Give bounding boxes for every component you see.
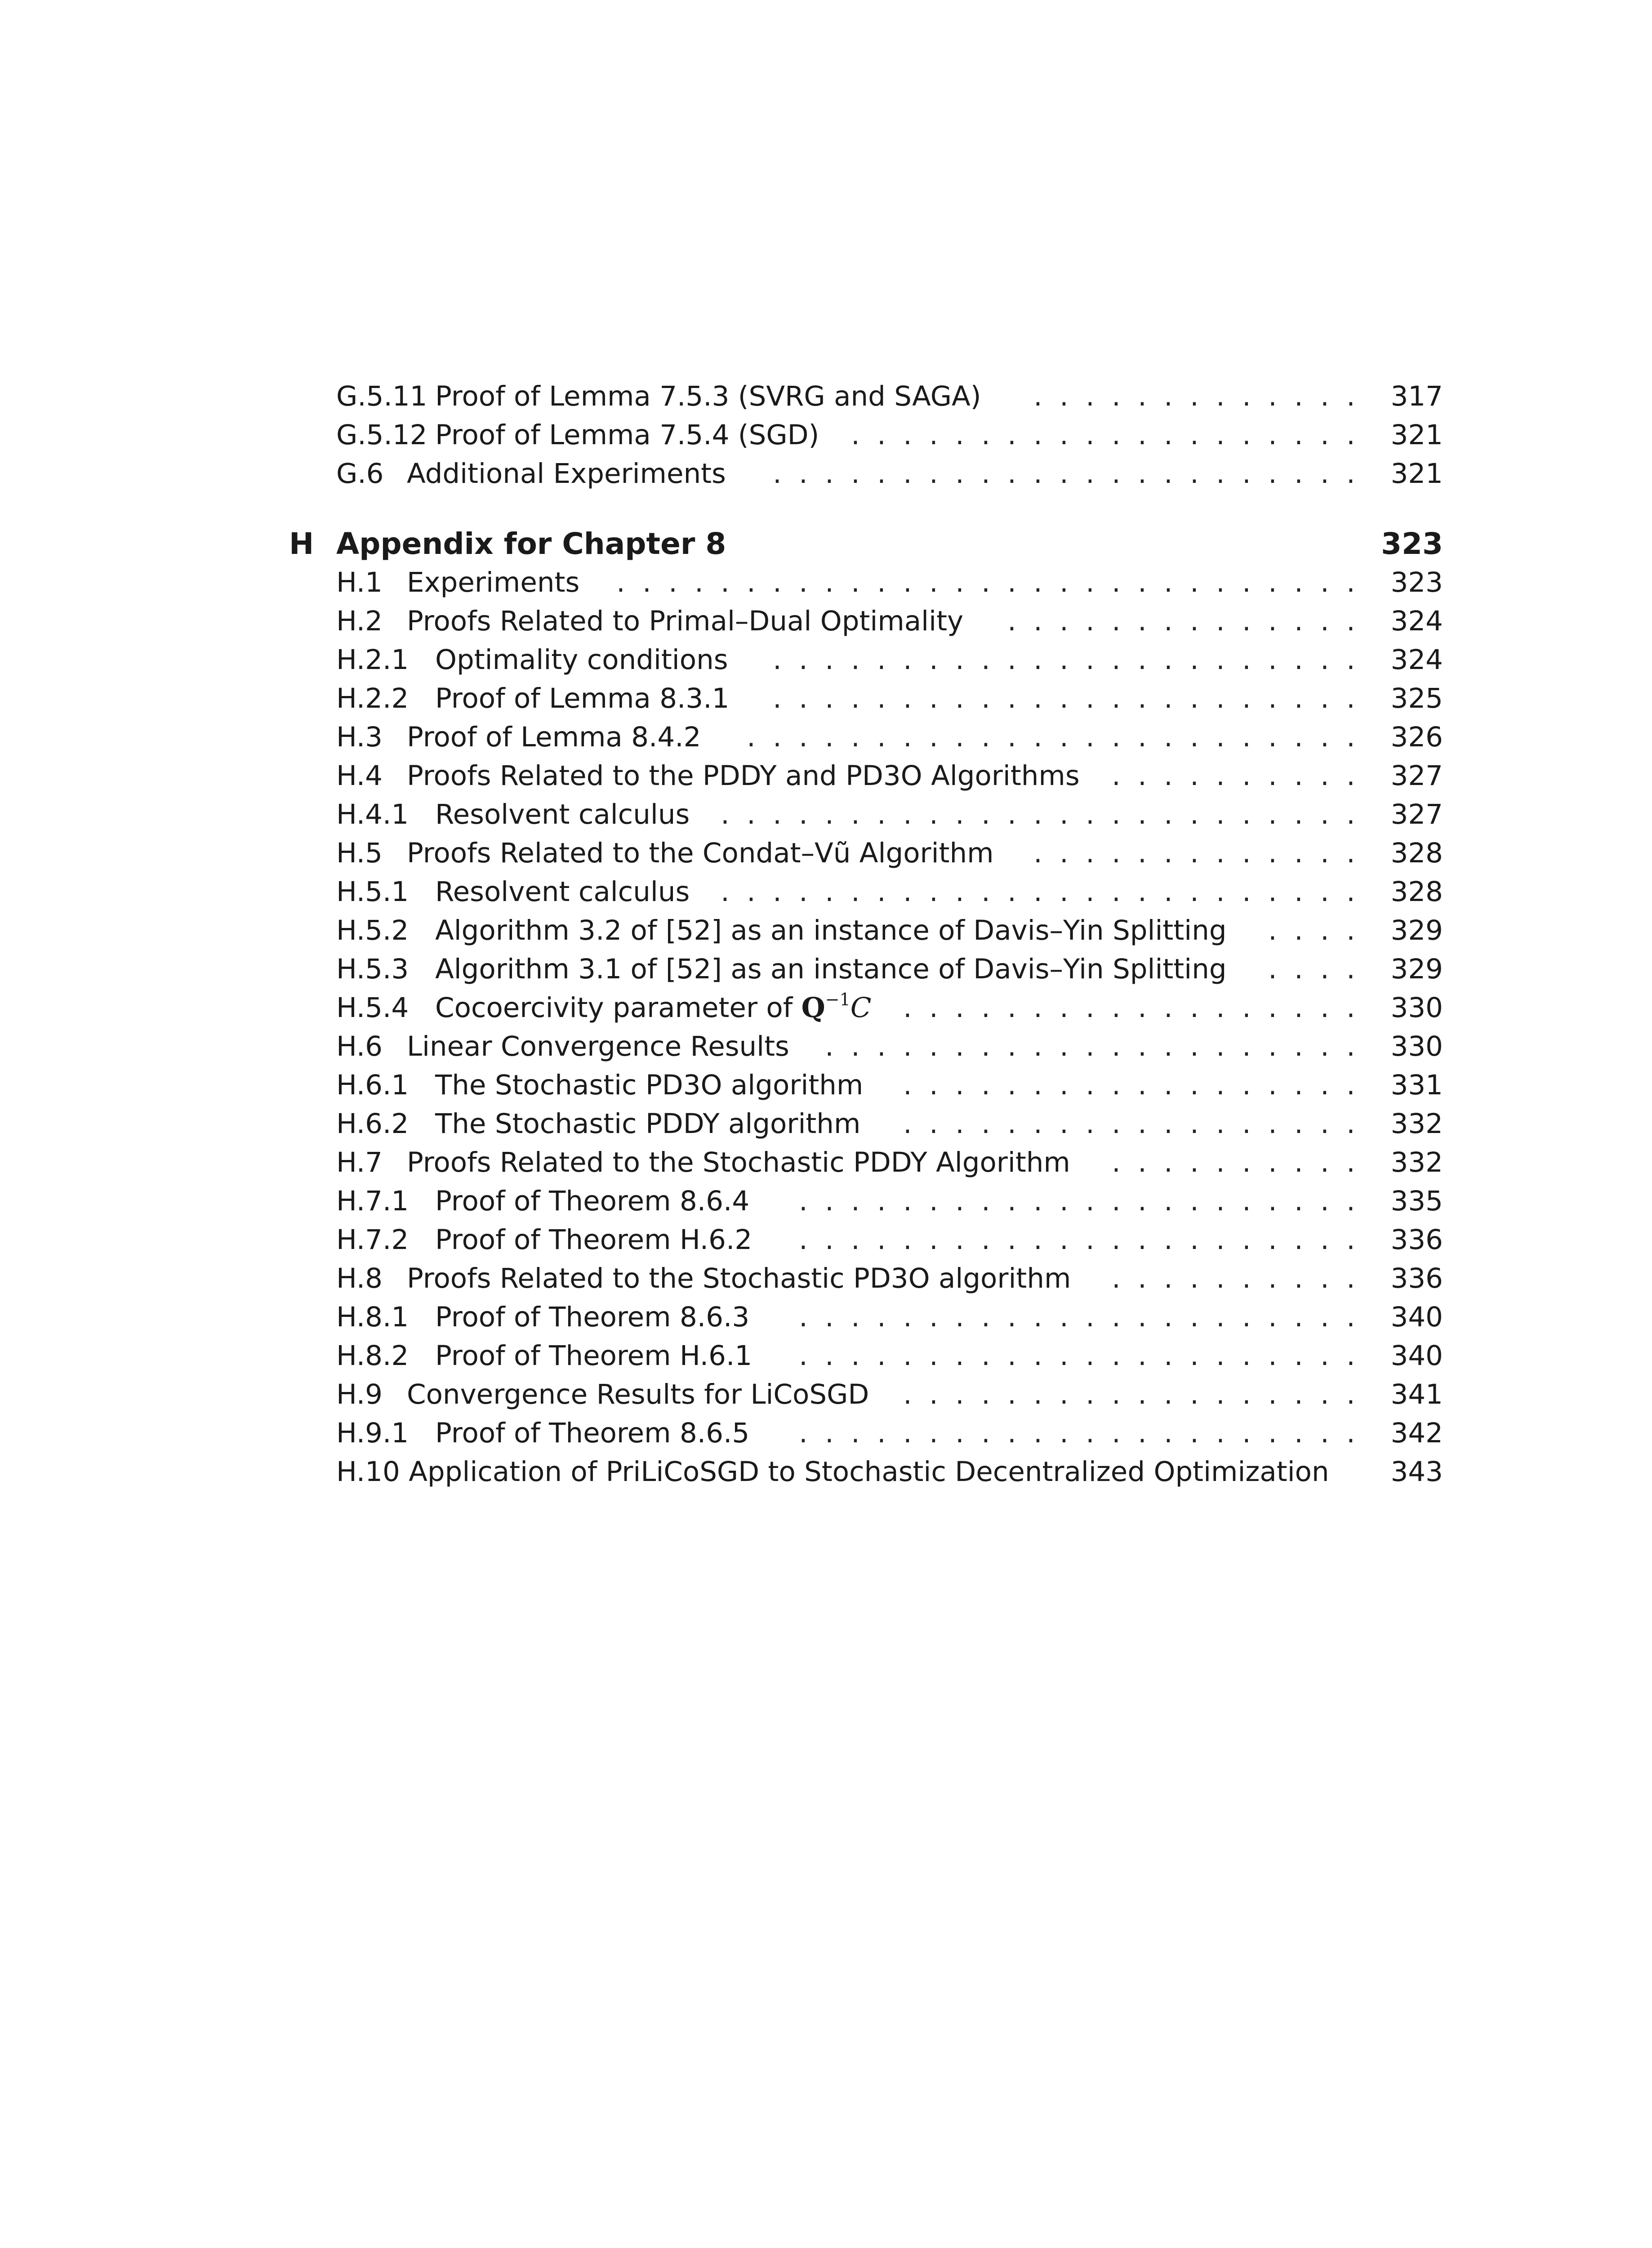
entry-page-number: 331 — [1390, 1069, 1443, 1101]
entry-page-number: 324 — [1390, 644, 1443, 676]
entry-number: H.5.3 — [336, 953, 409, 985]
toc-chapter-row[interactable] — [289, 526, 1443, 562]
toc-entry[interactable] — [336, 1106, 1443, 1142]
entry-title-text: Convergence Results for LiCoSGD — [407, 1378, 869, 1410]
entry-page-number: 340 — [1390, 1340, 1443, 1372]
entry-title — [435, 990, 871, 1029]
dot-leader: . . . . . . . . . . — [1112, 1262, 1355, 1294]
toc-entry[interactable] — [336, 642, 1443, 678]
math-tail: C — [850, 992, 872, 1024]
entry-page-number: 327 — [1390, 798, 1443, 830]
entry-number: H.1 — [336, 566, 383, 598]
entry-title — [336, 1454, 1329, 1490]
dot-leader: . . . . . . . . . . . . . . . . . . . . . . . — [773, 682, 1355, 714]
entry-page-number: 335 — [1390, 1185, 1443, 1217]
entry-page-number: 332 — [1390, 1108, 1443, 1140]
entry-title — [407, 565, 579, 601]
toc-entry[interactable] — [336, 1454, 1443, 1490]
entry-number: H.4 — [336, 760, 383, 792]
entry-title-text: Algorithm 3.1 of [52] as an instance of Davis–Yin Splitting — [435, 953, 1227, 985]
entry-title-text: H.10 Application of PriLiCoSGD to Stochastic Decentralized Optimization — [336, 1456, 1329, 1488]
dot-leader: . . . . . . . . . . . . . . . . . . . . . . . — [773, 458, 1355, 490]
entry-title — [336, 526, 726, 562]
entry-page-number: 336 — [1390, 1262, 1443, 1294]
entry-page-number: 330 — [1390, 1030, 1443, 1062]
math-expression — [802, 992, 872, 1024]
entry-number: H.2.2 — [336, 682, 409, 714]
entry-title-text: Proofs Related to Primal–Dual Optimality — [407, 605, 964, 637]
toc-entry[interactable] — [336, 1299, 1443, 1335]
toc-entry[interactable] — [336, 990, 1443, 1026]
entry-title — [435, 797, 690, 833]
entry-title — [435, 681, 729, 717]
dot-leader: . . . . . . . . . . . . . — [1033, 380, 1355, 412]
dot-leader: . . . . . . . . . . . . . . . . . . . . . . — [799, 1185, 1355, 1217]
entry-page-number: 325 — [1390, 682, 1443, 714]
entry-title — [435, 913, 1227, 949]
entry-number: H.6 — [336, 1030, 383, 1062]
entry-title — [435, 1338, 752, 1374]
entry-page-number: 328 — [1390, 837, 1443, 869]
entry-number: H.7.1 — [336, 1185, 409, 1217]
entry-title — [435, 642, 728, 678]
entry-number: H.5.1 — [336, 876, 409, 908]
entry-title-text: The Stochastic PDDY algorithm — [435, 1108, 861, 1140]
dot-leader: . . . . . . . . . . . . . . . . . . . . . . — [799, 1301, 1355, 1333]
toc-entry[interactable] — [336, 1338, 1443, 1374]
toc-entry[interactable] — [336, 1261, 1443, 1297]
entry-number: H.6.1 — [336, 1069, 409, 1101]
entry-title-text: Appendix for Chapter 8 — [336, 526, 726, 561]
dot-leader: . . . . . . . . . . . . . . . . . . . . . . — [799, 1224, 1355, 1256]
entry-page-number: 341 — [1390, 1378, 1443, 1410]
entry-title-text: Proof of Lemma 8.4.2 — [407, 721, 701, 753]
dot-leader: . . . . . . . . . . . . . . — [1007, 605, 1355, 637]
dot-leader: . . . . . . . . . . . . . . . . . . — [903, 1069, 1355, 1101]
entry-number: G.5.11 — [336, 380, 427, 412]
entry-title-text: Proofs Related to the Stochastic PDDY Algorithm — [407, 1146, 1070, 1178]
entry-page-number: 327 — [1390, 760, 1443, 792]
entry-page-number: 330 — [1390, 992, 1443, 1024]
entry-number: G.6 — [336, 458, 384, 490]
entry-title-text: Proofs Related to the Stochastic PD3O algorithm — [407, 1262, 1071, 1294]
toc-entry[interactable] — [336, 565, 1443, 601]
entry-title-text: Proof of Lemma 7.5.3 (SVRG and SAGA) — [435, 380, 981, 412]
entry-page-number: 326 — [1390, 721, 1443, 753]
entry-number: H.7.2 — [336, 1224, 409, 1256]
toc-entry[interactable] — [336, 681, 1443, 717]
entry-page-number: 324 — [1390, 605, 1443, 637]
dot-leader: . . . . . . . . . . . . . . . . . . . . . . . . . — [721, 876, 1355, 908]
entry-page-number: 329 — [1390, 914, 1443, 946]
toc-entry[interactable] — [336, 1067, 1443, 1103]
entry-title-text: Linear Convergence Results — [407, 1030, 789, 1062]
entry-number: H.7 — [336, 1146, 383, 1178]
math-superscript: −1 — [825, 990, 850, 1009]
entry-title-text: Proof of Theorem H.6.1 — [435, 1340, 753, 1372]
entry-page-number: 321 — [1390, 419, 1443, 451]
dot-leader: . . . . — [1268, 953, 1355, 985]
entry-title-text: Proof of Theorem H.6.2 — [435, 1224, 753, 1256]
entry-title — [435, 951, 1227, 987]
dot-leader: . . . . . . . . . . . . . . . . . . . . . . . . . — [721, 798, 1355, 830]
entry-title-text: Additional Experiments — [407, 458, 726, 490]
entry-title-text: Algorithm 3.2 of [52] as an instance of Davis–Yin Splitting — [435, 914, 1227, 946]
entry-number: H.3 — [336, 721, 383, 753]
entry-number: H.6.2 — [336, 1108, 409, 1140]
toc-entry[interactable] — [336, 603, 1443, 639]
entry-page-number: 317 — [1390, 380, 1443, 412]
entry-number: H.9.1 — [336, 1417, 409, 1449]
toc-entry[interactable] — [336, 835, 1443, 871]
entry-number: H.5.2 — [336, 914, 409, 946]
entry-title — [435, 1222, 752, 1258]
entry-title — [407, 1145, 1070, 1181]
entry-number: H — [289, 526, 314, 561]
entry-title-text: Proof of Theorem 8.6.3 — [435, 1301, 750, 1333]
entry-page-number: 342 — [1390, 1417, 1443, 1449]
dot-leader: . . . . . . . . . . . . . . . . . . . . . — [825, 1030, 1355, 1062]
entry-number: H.2 — [336, 605, 383, 637]
entry-number: H.8.2 — [336, 1340, 409, 1372]
entry-title — [435, 1299, 749, 1335]
dot-leader: . . . . . . . . . . . . . . . . . . — [903, 992, 1355, 1024]
dot-leader: . . . . . . . . . . . . . . . . . . . . . . . . . . . . . — [616, 566, 1355, 598]
entry-title — [435, 1183, 749, 1219]
entry-number: G.5.12 — [336, 419, 427, 451]
toc-entry[interactable] — [336, 1377, 1443, 1413]
dot-leader: . . . . . . . . . . . . . . . . . . . . . . — [799, 1417, 1355, 1449]
toc-entry[interactable] — [336, 379, 1443, 415]
toc-entry[interactable] — [336, 1029, 1443, 1065]
entry-page-number: 340 — [1390, 1301, 1443, 1333]
entry-page-number: 328 — [1390, 876, 1443, 908]
entry-page-number: 332 — [1390, 1146, 1443, 1178]
dot-leader: . . . . . . . . . . . . . . . . . . . . — [851, 419, 1355, 451]
entry-number: H.8.1 — [336, 1301, 409, 1333]
entry-title-text: Cocoercivity parameter of — [435, 992, 802, 1024]
toc-entry[interactable] — [336, 913, 1443, 949]
entry-title — [407, 456, 726, 492]
entry-title — [407, 1261, 1071, 1297]
dot-leader: . . . . . . . . . . — [1112, 1146, 1355, 1178]
dot-leader: . . . . . . . . . . . . . — [1033, 837, 1355, 869]
entry-title — [435, 379, 981, 415]
entry-title-text: Proof of Theorem 8.6.5 — [435, 1417, 750, 1449]
toc-entry[interactable] — [336, 1145, 1443, 1181]
entry-title — [407, 835, 994, 871]
entry-title — [407, 1029, 789, 1065]
toc-entry[interactable] — [336, 719, 1443, 755]
entry-title — [435, 1415, 749, 1451]
toc-entry[interactable] — [336, 874, 1443, 910]
entry-title-text: Proof of Lemma 8.3.1 — [435, 682, 730, 714]
entry-title — [407, 758, 1080, 794]
entry-page-number: 343 — [1390, 1456, 1443, 1488]
dot-leader: . . . . . . . . . . — [1112, 760, 1355, 792]
toc-entry[interactable] — [336, 456, 1443, 492]
entry-title — [407, 603, 963, 639]
entry-page-number: 329 — [1390, 953, 1443, 985]
dot-leader: . . . . . . . . . . . . . . . . . . . . . . . . — [747, 721, 1355, 753]
toc-entry[interactable] — [336, 1222, 1443, 1258]
entry-title — [435, 1067, 863, 1103]
dot-leader: . . . . . . . . . . . . . . . . . . . . . . . — [773, 644, 1355, 676]
entry-title-text: Proofs Related to the Condat–Vũ Algorithm — [407, 837, 994, 869]
entry-number: H.8 — [336, 1262, 383, 1294]
entry-page-number: 336 — [1390, 1224, 1443, 1256]
entry-title-text: Proofs Related to the PDDY and PD3O Algorithms — [407, 760, 1080, 792]
dot-leader: . . . . . . . . . . . . . . . . . . — [903, 1108, 1355, 1140]
entry-title-text: Experiments — [407, 566, 580, 598]
dot-leader: . . . . . . . . . . . . . . . . . . — [903, 1378, 1355, 1410]
toc-entry[interactable] — [336, 417, 1443, 453]
entry-number: H.5.4 — [336, 992, 409, 1024]
entry-title-text: Optimality conditions — [435, 644, 728, 676]
math-base: Q — [801, 992, 825, 1024]
toc-entry[interactable] — [336, 1415, 1443, 1451]
entry-title — [407, 719, 701, 755]
entry-title-text: Proof of Lemma 7.5.4 (SGD) — [435, 419, 819, 451]
entry-title — [435, 1106, 860, 1142]
entry-title-text: Resolvent calculus — [435, 876, 690, 908]
entry-title-text: Proof of Theorem 8.6.4 — [435, 1185, 750, 1217]
entry-number: H.9 — [336, 1378, 383, 1410]
entry-number: H.4.1 — [336, 798, 409, 830]
toc-entry[interactable] — [336, 951, 1443, 987]
entry-title — [435, 417, 819, 453]
entry-title-text: The Stochastic PD3O algorithm — [435, 1069, 864, 1101]
entry-title-text: Resolvent calculus — [435, 798, 690, 830]
toc-entry[interactable] — [336, 758, 1443, 794]
entry-title — [407, 1377, 869, 1413]
dot-leader: . . . . . . . . . . . . . . . . . . . . . . — [799, 1340, 1355, 1372]
toc-entry[interactable] — [336, 797, 1443, 833]
entry-page-number: 323 — [1390, 566, 1443, 598]
entry-number: H.2.1 — [336, 644, 409, 676]
entry-number: H.5 — [336, 837, 383, 869]
entry-title — [435, 874, 690, 910]
entry-page-number: 323 — [1381, 526, 1443, 561]
toc-entry[interactable] — [336, 1183, 1443, 1219]
dot-leader: . . . . — [1268, 914, 1355, 946]
entry-page-number: 321 — [1390, 458, 1443, 490]
